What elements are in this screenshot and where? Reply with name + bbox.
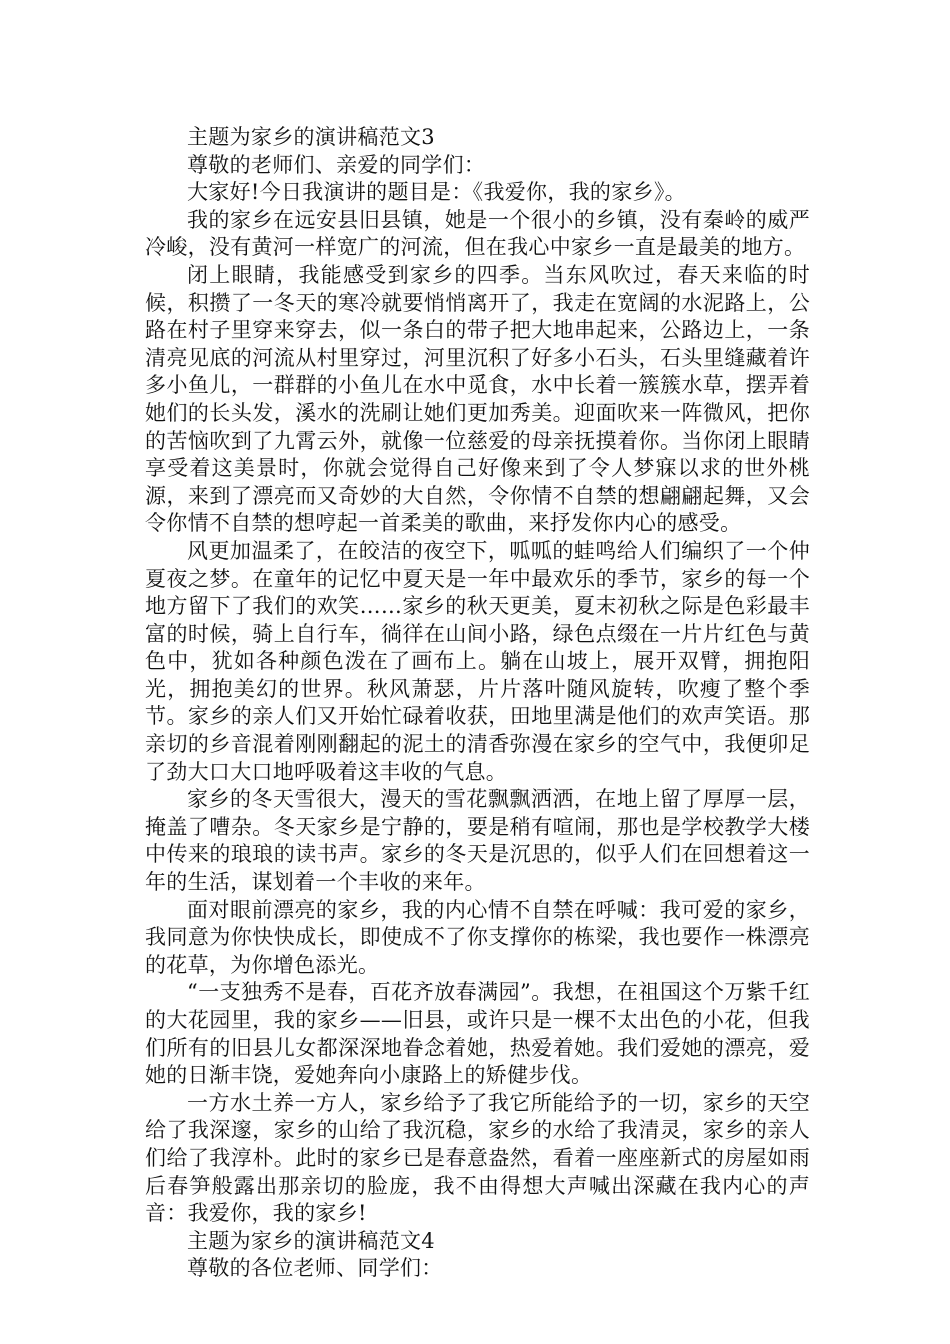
- section-title: 主题为家乡的演讲稿范文3: [187, 125, 435, 149]
- body-paragraph: 我的家乡在远安县旧县镇，她是一个很小的乡镇，没有秦岭的威严冷峻，没有黄河一样宽广的河流，但在我心中家乡一直是最美的地方。: [145, 207, 810, 260]
- document-body: [145, 124, 810, 1283]
- body-paragraph: 家乡的冬天雪很大，漫天的雪花飘飘洒洒，在地上留了厚厚一层，掩盖了嘈杂。冬天家乡是宁静的，要是稍有喧闹，那也是学校教学大楼中传来的琅琅的读书声。家乡的冬天是沉思的，似乎人们在回想着这一年的生活，谋划着一个丰收的来年。: [145, 787, 810, 895]
- section-title: 主题为家乡的演讲稿范文4: [187, 1228, 435, 1253]
- body-paragraph: “一支独秀不是春，百花齐放春满园”。我想，在祖国这个万紫千红的大花园里，我的家乡——旧县，或许只是一棵不太出色的小花，但我们所有的旧县儿女都深深地眷念着她，热爱着她。我们爱她的漂亮，爱她的日渐丰饶，爱她奔向小康路上的矫健步伐。: [145, 980, 810, 1088]
- salutation: 尊敬的老师们、亲爱的同学们：: [187, 152, 486, 177]
- greeting-paragraph: 大家好!今日我演讲的题目是：《我爱你，我的家乡》。: [187, 180, 686, 205]
- body-paragraph: 风更加温柔了，在皎洁的夜空下，呱呱的蛙鸣给人们编织了一个仲夏夜之梦。在童年的记忆中夏天是一年中最欢乐的季节，家乡的每一个地方留下了我们的欢笑……家乡的秋天更美，夏末初秋之际是色彩最丰富的时候，骑上自行车，徜徉在山间小路，绿色点缀在一片片红色与黄色中，犹如各种颜色泼在了画布上。躺在山坡上，展开双臂，拥抱阳光，拥抱美幻的世界。秋风萧瑟，片片落叶随风旋转，吹瘦了整个季节。家乡的亲人们又开始忙碌着收获，田地里满是他们的欢声笑语。那亲切的乡音混着刚刚翻起的泥土的清香弥漫在家乡的空气中，我便卯足了劲大口大口地呼吸着这丰收的气息。: [145, 538, 810, 784]
- salutation: 尊敬的各位老师、同学们：: [187, 1256, 443, 1281]
- body-paragraph: 面对眼前漂亮的家乡，我的内心情不自禁在呼喊：我可爱的家乡，我同意为你快快成长，即使成不了你支撑你的栋梁，我也要作一株漂亮的花草，为你增色添光。: [145, 897, 810, 977]
- body-paragraph: 一方水土养一方人，家乡给予了我它所能给予的一切，家乡的天空给了我深邃，家乡的山给了我沉稳，家乡的水给了我清灵，家乡的亲人们给了我淳朴。此时的家乡已是春意盎然，看着一座座新式的房屋如雨后春笋般露出那亲切的脸庞，我不由得想大声喊出深藏在我内心的声音：我爱你，我的家乡!: [145, 1090, 810, 1226]
- body-paragraph: 闭上眼睛，我能感受到家乡的四季。当东风吹过，春天来临的时候，积攒了一冬天的寒冷就要悄悄离开了，我走在宽阔的水泥路上，公路在村子里穿来穿去，似一条白的带子把大地串起来，公路边上，一条清亮见底的河流从村里穿过，河里沉积了好多小石头，石头里缝藏着许多小鱼儿，一群群的小鱼儿在水中觅食，水中长着一簇簇水草，摆弄着她们的长头发，溪水的洗刷让她们更加秀美。迎面吹来一阵微风，把你的苦恼吹到了九霄云外，就像一位慈爱的母亲抚摸着你。当你闭上眼睛享受着这美景时，你就会觉得自己好像来到了令人梦寐以求的世外桃源，来到了漂亮而又奇妙的大自然，令你情不自禁的想翩翩起舞，又会令你情不自禁的想哼起一首柔美的歌曲，来抒发你内心的感受。: [145, 262, 810, 536]
